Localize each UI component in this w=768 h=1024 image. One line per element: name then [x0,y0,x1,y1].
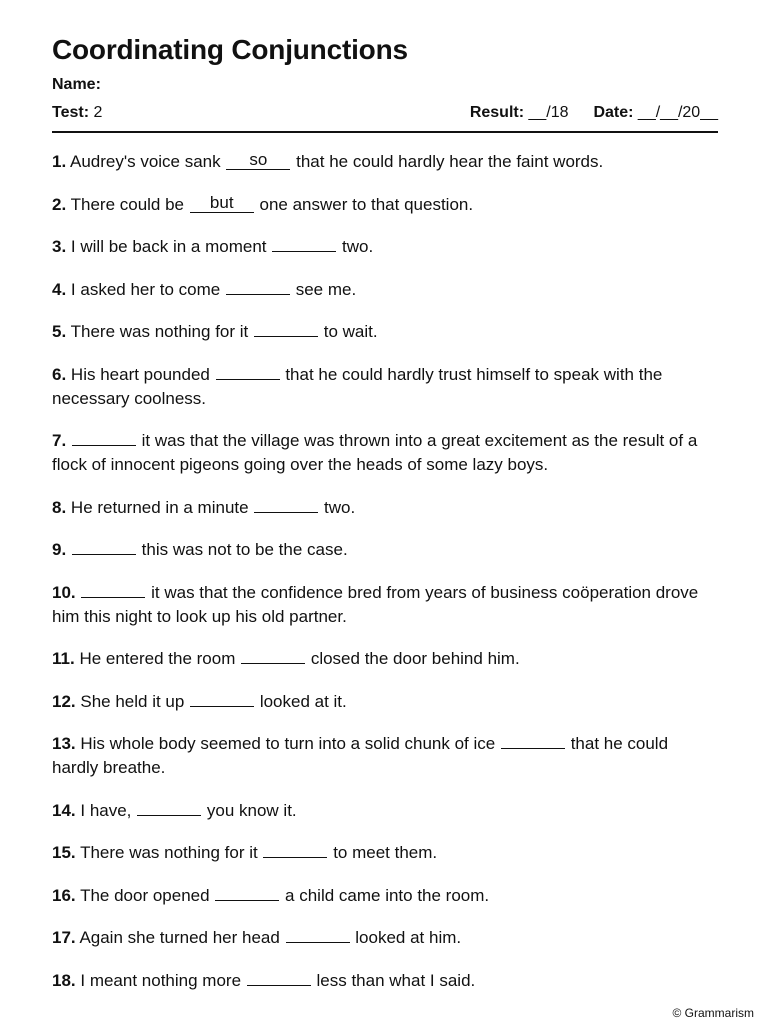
question-number: 12. [52,691,76,711]
answer-blank[interactable] [247,985,311,986]
question-item [52,429,718,477]
question-text-before: The door opened [80,885,210,905]
question-text-before: There could be [70,194,185,214]
question-item [52,150,718,174]
result-date-info [470,100,718,126]
question-text-after: closed the door behind him. [310,649,520,668]
question-number: 1. [52,152,67,171]
question-text-after: looked at him. [355,928,462,947]
page-title: Coordinating Conjunctions [52,34,408,65]
result-label: Result: [469,104,525,121]
meta-row [52,100,718,133]
question-item [52,581,718,629]
question-text-before: She held it up [80,691,185,711]
question-number: 9. [52,540,67,559]
question-number: 13. [52,734,76,753]
question-number: 17. [52,928,76,947]
question-text-after: two. [341,237,374,256]
answer-blank[interactable] [272,251,336,252]
question-item [52,841,718,865]
answer-blank[interactable] [190,706,254,707]
question-item [52,732,718,780]
question-number: 8. [52,497,67,517]
question-item [52,235,718,259]
question-text-after: that he could hardly trust himself to speak with the necessary coolness. [52,364,663,408]
question-number: 3. [52,237,67,256]
question-item [52,320,718,344]
answer-blank[interactable]: so [226,151,290,170]
question-item [52,969,718,993]
question-text-before: I asked her to come [70,279,221,299]
answer-blank[interactable] [226,294,290,295]
question-item [52,538,718,562]
date-label: Date: [593,104,634,121]
question-text-before: He entered the room [79,649,236,668]
question-number: 4. [52,279,67,299]
question-text-after: it was that the village was thrown into a great excitement as the result of a flock of innocent pigeons going over the heads of some lazy boys. [52,431,698,474]
test-info [52,100,102,126]
answer-blank[interactable] [81,597,145,598]
question-text-before: His whole body seemed to turn into a solid chunk of ice [80,734,496,753]
answer-blank[interactable] [286,942,350,943]
question-text-after: less than what I said. [316,970,476,990]
question-text-before: Audrey's voice sank [69,152,221,171]
question-number: 7. [52,431,67,450]
answer-blank[interactable] [254,336,318,337]
answer-blank[interactable] [137,815,201,816]
question-text-before: Again she turned her head [79,928,280,947]
question-text-after: two. [324,497,356,517]
question-number: 14. [52,800,76,820]
answer-blank[interactable] [72,445,136,446]
question-item [52,647,718,671]
question-text-after: this was not to be the case. [141,540,348,559]
question-number: 2. [52,194,67,214]
answer-blank[interactable] [72,554,136,555]
question-item [52,926,718,950]
name-row [52,72,718,98]
question-text-after: it was that the confidence bred from years of business coöperation drove him this night to look up his old partner. [52,582,699,626]
question-text-before: I will be back in a moment [70,237,267,256]
question-text-after: a child came into the room. [285,885,490,905]
name-label: Name: [52,76,101,93]
question-text-after: that he could hardly hear the faint words. [296,152,604,171]
question-item [52,496,718,520]
question-item [52,193,718,217]
test-value: 2 [93,104,103,121]
question-item [52,690,718,714]
question-number: 6. [52,364,67,384]
answer-blank[interactable] [501,748,565,749]
question-text-after: to wait. [323,322,378,341]
answer-blank[interactable] [254,512,318,513]
question-item [52,799,718,823]
question-text-after: that he could hardly breathe. [52,734,669,777]
question-number: 5. [52,322,67,341]
date-value: __/__/20__ [637,104,718,121]
question-number: 18. [52,970,76,990]
question-text-before: There was nothing for it [80,843,258,862]
answer-blank[interactable] [216,379,280,380]
result-value: __/18 [528,104,569,121]
question-text-before: His heart pounded [70,364,210,384]
answer-blank[interactable] [241,663,305,664]
question-text-after: you know it. [206,800,297,820]
question-number: 16. [52,885,76,905]
question-number: 11. [52,649,75,668]
question-text-after: looked at it. [259,691,347,711]
question-text-after: one answer to that question. [259,194,474,214]
question-item [52,278,718,302]
question-text-before: He returned in a minute [70,497,249,517]
question-text-before: I have, [80,800,132,820]
question-text-before: I meant nothing more [80,970,242,990]
question-item [52,884,718,908]
question-number: 10. [52,582,76,602]
answer-blank[interactable] [263,857,327,858]
question-number: 15. [52,843,76,862]
question-list [52,150,718,993]
question-text-after: see me. [295,279,357,299]
worksheet [52,30,718,1011]
test-label: Test: [52,104,90,121]
question-item [52,363,718,411]
answer-blank[interactable] [215,900,279,901]
question-text-after: to meet them. [333,843,438,862]
question-text-before: There was nothing for it [70,322,249,341]
copyright-footer: © Grammarism [672,1006,754,1020]
answer-blank[interactable]: but [190,194,254,213]
